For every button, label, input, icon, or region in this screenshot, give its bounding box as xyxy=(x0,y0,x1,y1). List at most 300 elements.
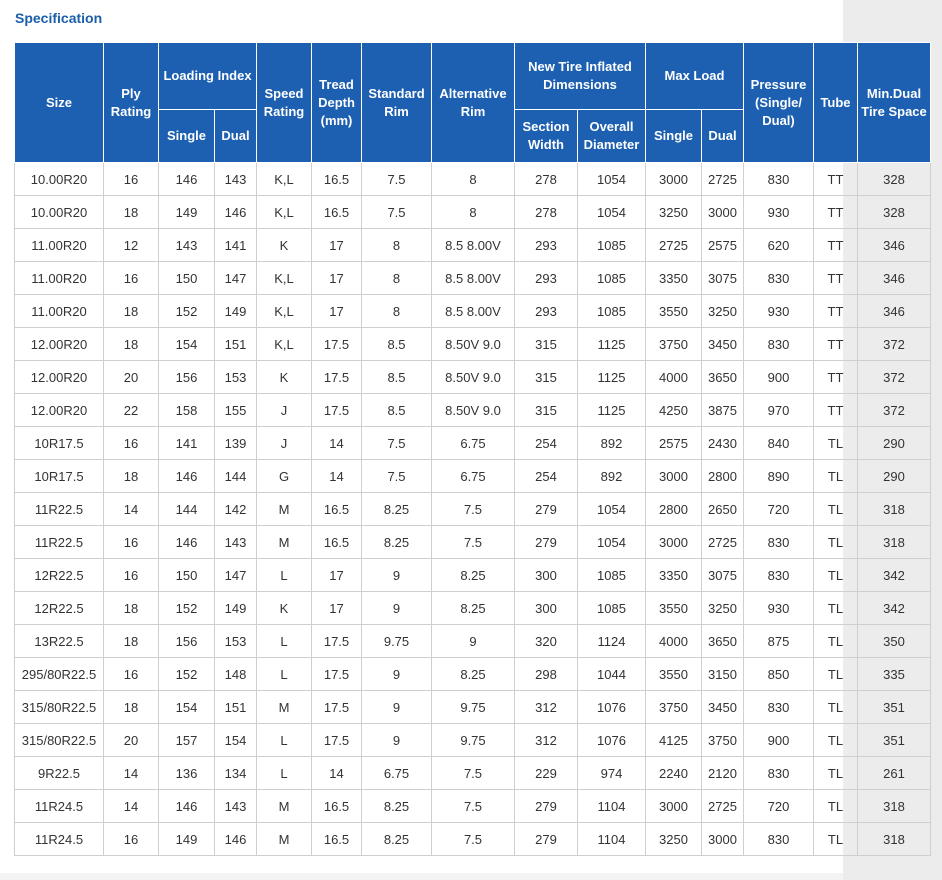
table-cell: TL xyxy=(814,526,858,559)
table-cell: TT xyxy=(814,394,858,427)
table-cell: 152 xyxy=(159,658,215,691)
table-cell: 7.5 xyxy=(432,493,515,526)
table-cell: 142 xyxy=(215,493,257,526)
table-cell: 18 xyxy=(104,295,159,328)
table-cell: K,L xyxy=(257,328,312,361)
table-cell: 150 xyxy=(159,559,215,592)
table-cell: 16.5 xyxy=(312,823,362,856)
table-cell: 12.00R20 xyxy=(15,394,104,427)
table-cell: L xyxy=(257,724,312,757)
table-cell: TL xyxy=(814,790,858,823)
table-cell: 9.75 xyxy=(432,691,515,724)
table-cell: 144 xyxy=(159,493,215,526)
table-cell: 328 xyxy=(858,196,931,229)
table-cell: 139 xyxy=(215,427,257,460)
table-cell: 17 xyxy=(312,229,362,262)
table-cell: 7.5 xyxy=(432,790,515,823)
table-row xyxy=(15,229,931,262)
table-cell: 875 xyxy=(744,625,814,658)
table-cell: 3550 xyxy=(646,295,702,328)
table-cell: 3875 xyxy=(702,394,744,427)
table-cell: 970 xyxy=(744,394,814,427)
table-row xyxy=(15,526,931,559)
table-cell: 318 xyxy=(858,823,931,856)
table-row xyxy=(15,625,931,658)
table-cell: 3000 xyxy=(646,790,702,823)
table-cell: 830 xyxy=(744,526,814,559)
table-cell: 298 xyxy=(515,658,578,691)
table-cell: K xyxy=(257,229,312,262)
table-cell: 152 xyxy=(159,592,215,625)
table-cell: 16 xyxy=(104,526,159,559)
table-cell: 3250 xyxy=(646,823,702,856)
table-cell: 346 xyxy=(858,229,931,262)
table-cell: 830 xyxy=(744,691,814,724)
table-cell: M xyxy=(257,790,312,823)
table-cell: 152 xyxy=(159,295,215,328)
table-cell: 12 xyxy=(104,229,159,262)
table-cell: 290 xyxy=(858,460,931,493)
table-cell: 3750 xyxy=(646,328,702,361)
table-cell: 900 xyxy=(744,724,814,757)
table-cell: 8.50V 9.0 xyxy=(432,394,515,427)
table-cell: 11R22.5 xyxy=(15,526,104,559)
table-row xyxy=(15,724,931,757)
table-cell: 315 xyxy=(515,361,578,394)
table-cell: 8.25 xyxy=(362,493,432,526)
table-cell: 14 xyxy=(104,790,159,823)
table-cell: 9 xyxy=(362,559,432,592)
table-cell: 149 xyxy=(215,592,257,625)
table-cell: 2430 xyxy=(702,427,744,460)
table-cell: 3000 xyxy=(702,196,744,229)
table-cell: TL xyxy=(814,460,858,493)
table-cell: 9.75 xyxy=(362,625,432,658)
table-cell: 8.5 8.00V xyxy=(432,262,515,295)
table-cell: 3250 xyxy=(702,295,744,328)
table-cell: 16.5 xyxy=(312,526,362,559)
table-cell: 295/80R22.5 xyxy=(15,658,104,691)
table-cell: 342 xyxy=(858,592,931,625)
table-cell: 10.00R20 xyxy=(15,163,104,196)
table-cell: 3550 xyxy=(646,592,702,625)
header-section-width: Section Width xyxy=(515,110,578,163)
table-cell: M xyxy=(257,691,312,724)
header-max-load: Max Load xyxy=(646,43,744,110)
table-cell: L xyxy=(257,757,312,790)
table-cell: 3550 xyxy=(646,658,702,691)
table-cell: 151 xyxy=(215,691,257,724)
table-cell: 17.5 xyxy=(312,361,362,394)
table-cell: 346 xyxy=(858,295,931,328)
table-cell: 346 xyxy=(858,262,931,295)
table-cell: TL xyxy=(814,724,858,757)
table-cell: 830 xyxy=(744,757,814,790)
table-cell: 4000 xyxy=(646,625,702,658)
table-row xyxy=(15,823,931,856)
table-cell: 7.5 xyxy=(362,163,432,196)
table-cell: 2725 xyxy=(646,229,702,262)
table-row xyxy=(15,427,931,460)
table-cell: 3350 xyxy=(646,262,702,295)
table-body xyxy=(15,163,931,856)
table-cell: 16.5 xyxy=(312,163,362,196)
header-row-top xyxy=(15,43,931,110)
table-cell: 154 xyxy=(159,691,215,724)
table-row xyxy=(15,493,931,526)
table-cell: 143 xyxy=(215,790,257,823)
table-cell: 149 xyxy=(159,823,215,856)
table-cell: 156 xyxy=(159,361,215,394)
header-max-load-single: Single xyxy=(646,110,702,163)
table-cell: TL xyxy=(814,691,858,724)
table-cell: 278 xyxy=(515,196,578,229)
table-cell: 850 xyxy=(744,658,814,691)
table-cell: 151 xyxy=(215,328,257,361)
table-cell: 18 xyxy=(104,196,159,229)
table-cell: 315 xyxy=(515,328,578,361)
table-cell: 17.5 xyxy=(312,394,362,427)
table-cell: 146 xyxy=(215,823,257,856)
table-cell: 312 xyxy=(515,724,578,757)
table-cell: 3450 xyxy=(702,328,744,361)
table-cell: 8.25 xyxy=(362,823,432,856)
table-cell: 3250 xyxy=(646,196,702,229)
table-cell: 840 xyxy=(744,427,814,460)
table-cell: K xyxy=(257,361,312,394)
table-cell: 1085 xyxy=(578,262,646,295)
table-cell: TT xyxy=(814,163,858,196)
table-cell: 155 xyxy=(215,394,257,427)
table-cell: 279 xyxy=(515,823,578,856)
table-cell: 9R22.5 xyxy=(15,757,104,790)
table-cell: 8.25 xyxy=(362,790,432,823)
table-cell: 147 xyxy=(215,559,257,592)
table-cell: 1054 xyxy=(578,493,646,526)
table-cell: 1076 xyxy=(578,724,646,757)
table-cell: M xyxy=(257,823,312,856)
table-row xyxy=(15,394,931,427)
table-cell: 17.5 xyxy=(312,691,362,724)
table-cell: TL xyxy=(814,559,858,592)
table-cell: K xyxy=(257,592,312,625)
table-cell: 300 xyxy=(515,559,578,592)
table-cell: 13R22.5 xyxy=(15,625,104,658)
table-cell: 11R24.5 xyxy=(15,790,104,823)
table-cell: 136 xyxy=(159,757,215,790)
table-cell: L xyxy=(257,625,312,658)
table-cell: 1054 xyxy=(578,196,646,229)
table-cell: L xyxy=(257,559,312,592)
table-cell: 14 xyxy=(104,757,159,790)
table-cell: 300 xyxy=(515,592,578,625)
table-cell: 6.75 xyxy=(432,460,515,493)
table-cell: 11.00R20 xyxy=(15,295,104,328)
table-cell: 146 xyxy=(159,790,215,823)
table-cell: 830 xyxy=(744,559,814,592)
table-cell: 4000 xyxy=(646,361,702,394)
table-cell: 16 xyxy=(104,658,159,691)
table-cell: 7.5 xyxy=(362,427,432,460)
table-cell: 2800 xyxy=(646,493,702,526)
table-cell: 8.50V 9.0 xyxy=(432,328,515,361)
header-pressure: Pressure (Single/ Dual) xyxy=(744,43,814,163)
table-cell: 320 xyxy=(515,625,578,658)
table-cell: 290 xyxy=(858,427,931,460)
table-cell: 930 xyxy=(744,592,814,625)
table-cell: 372 xyxy=(858,394,931,427)
table-cell: 143 xyxy=(215,526,257,559)
table-cell: 141 xyxy=(215,229,257,262)
table-cell: K,L xyxy=(257,295,312,328)
table-row xyxy=(15,691,931,724)
table-cell: 9 xyxy=(432,625,515,658)
table-cell: 3000 xyxy=(702,823,744,856)
table-cell: 1076 xyxy=(578,691,646,724)
specification-table xyxy=(14,42,931,856)
table-cell: 11R22.5 xyxy=(15,493,104,526)
table-cell: 1085 xyxy=(578,592,646,625)
table-cell: 8.50V 9.0 xyxy=(432,361,515,394)
header-max-load-dual: Dual xyxy=(702,110,744,163)
table-cell: 157 xyxy=(159,724,215,757)
table-cell: 18 xyxy=(104,328,159,361)
table-cell: 144 xyxy=(215,460,257,493)
table-cell: 6.75 xyxy=(432,427,515,460)
table-cell: 830 xyxy=(744,163,814,196)
table-cell: 14 xyxy=(312,757,362,790)
table-cell: 254 xyxy=(515,427,578,460)
table-cell: 8.25 xyxy=(432,592,515,625)
table-cell: 312 xyxy=(515,691,578,724)
table-cell: 2725 xyxy=(702,526,744,559)
table-cell: 318 xyxy=(858,526,931,559)
table-cell: 17 xyxy=(312,559,362,592)
table-cell: 8.25 xyxy=(362,526,432,559)
table-cell: 134 xyxy=(215,757,257,790)
table-row xyxy=(15,460,931,493)
table-cell: 620 xyxy=(744,229,814,262)
table-cell: 3750 xyxy=(702,724,744,757)
table-cell: 254 xyxy=(515,460,578,493)
table-cell: 315/80R22.5 xyxy=(15,691,104,724)
table-cell: 3000 xyxy=(646,163,702,196)
table-cell: 351 xyxy=(858,691,931,724)
table-cell: TL xyxy=(814,493,858,526)
table-cell: 8 xyxy=(362,229,432,262)
table-cell: 16.5 xyxy=(312,196,362,229)
table-cell: 720 xyxy=(744,790,814,823)
table-cell: TT xyxy=(814,262,858,295)
table-row xyxy=(15,559,931,592)
table-cell: 12R22.5 xyxy=(15,592,104,625)
table-cell: TT xyxy=(814,295,858,328)
table-cell: TT xyxy=(814,196,858,229)
table-cell: 154 xyxy=(215,724,257,757)
table-cell: TL xyxy=(814,592,858,625)
table-cell: 7.5 xyxy=(432,823,515,856)
table-cell: 154 xyxy=(159,328,215,361)
table-cell: K,L xyxy=(257,262,312,295)
table-cell: 328 xyxy=(858,163,931,196)
table-cell: 8 xyxy=(362,262,432,295)
table-cell: 3350 xyxy=(646,559,702,592)
table-cell: 2800 xyxy=(702,460,744,493)
table-cell: 17.5 xyxy=(312,658,362,691)
table-cell: 16 xyxy=(104,427,159,460)
table-cell: 2725 xyxy=(702,163,744,196)
table-cell: 153 xyxy=(215,361,257,394)
table-cell: 11R24.5 xyxy=(15,823,104,856)
header-loading-index: Loading Index xyxy=(159,43,257,110)
table-cell: 8.5 xyxy=(362,394,432,427)
table-cell: TT xyxy=(814,361,858,394)
table-cell: TL xyxy=(814,427,858,460)
table-cell: 11.00R20 xyxy=(15,229,104,262)
table-cell: 149 xyxy=(159,196,215,229)
section-title: Specification xyxy=(15,10,103,26)
table-cell: 141 xyxy=(159,427,215,460)
table-cell: 1104 xyxy=(578,823,646,856)
table-cell: 7.5 xyxy=(432,757,515,790)
table-cell: 18 xyxy=(104,460,159,493)
table-cell: 830 xyxy=(744,328,814,361)
table-cell: 3250 xyxy=(702,592,744,625)
table-cell: 153 xyxy=(215,625,257,658)
table-cell: 342 xyxy=(858,559,931,592)
table-cell: 17 xyxy=(312,262,362,295)
table-cell: 14 xyxy=(104,493,159,526)
table-cell: 8.5 xyxy=(362,361,432,394)
table-cell: 930 xyxy=(744,196,814,229)
table-cell: TL xyxy=(814,625,858,658)
table-cell: 1054 xyxy=(578,163,646,196)
table-cell: 7.5 xyxy=(362,460,432,493)
table-cell: 9 xyxy=(362,724,432,757)
table-cell: 8.25 xyxy=(432,658,515,691)
table-cell: 16.5 xyxy=(312,790,362,823)
table-cell: 9.75 xyxy=(432,724,515,757)
table-cell: K,L xyxy=(257,163,312,196)
table-cell: 2575 xyxy=(646,427,702,460)
table-cell: 318 xyxy=(858,790,931,823)
table-cell: 143 xyxy=(215,163,257,196)
header-overall-diameter: Overall Diameter xyxy=(578,110,646,163)
header-tread-depth: Tread Depth (mm) xyxy=(312,43,362,163)
table-cell: 3075 xyxy=(702,262,744,295)
table-cell: 2120 xyxy=(702,757,744,790)
table-cell: TT xyxy=(814,328,858,361)
table-cell: 351 xyxy=(858,724,931,757)
table-cell: K,L xyxy=(257,196,312,229)
table-cell: 12R22.5 xyxy=(15,559,104,592)
table-cell: 372 xyxy=(858,361,931,394)
table-cell: 350 xyxy=(858,625,931,658)
table-cell: 720 xyxy=(744,493,814,526)
table-cell: 930 xyxy=(744,295,814,328)
table-cell: 4125 xyxy=(646,724,702,757)
table-row xyxy=(15,328,931,361)
table-cell: 146 xyxy=(159,526,215,559)
table-cell: 146 xyxy=(159,460,215,493)
table-cell: TL xyxy=(814,823,858,856)
table-cell: J xyxy=(257,427,312,460)
table-cell: 8.5 8.00V xyxy=(432,295,515,328)
table-cell: 12.00R20 xyxy=(15,328,104,361)
table-cell: 20 xyxy=(104,724,159,757)
table-cell: 293 xyxy=(515,229,578,262)
table-row xyxy=(15,295,931,328)
table-cell: M xyxy=(257,526,312,559)
table-cell: 7.5 xyxy=(362,196,432,229)
table-cell: 18 xyxy=(104,625,159,658)
table-cell: 149 xyxy=(215,295,257,328)
table-cell: 20 xyxy=(104,361,159,394)
table-cell: 3750 xyxy=(646,691,702,724)
table-cell: 3650 xyxy=(702,625,744,658)
header-alternative-rim: Alternative Rim xyxy=(432,43,515,163)
header-loading-dual: Dual xyxy=(215,110,257,163)
table-cell: 22 xyxy=(104,394,159,427)
table-cell: 12.00R20 xyxy=(15,361,104,394)
table-cell: 146 xyxy=(159,163,215,196)
table-cell: 318 xyxy=(858,493,931,526)
table-cell: L xyxy=(257,658,312,691)
table-cell: 974 xyxy=(578,757,646,790)
table-cell: 16 xyxy=(104,262,159,295)
table-cell: 146 xyxy=(215,196,257,229)
table-cell: 11.00R20 xyxy=(15,262,104,295)
table-cell: 18 xyxy=(104,691,159,724)
table-cell: 3000 xyxy=(646,526,702,559)
header-size: Size xyxy=(15,43,104,163)
table-cell: 9 xyxy=(362,658,432,691)
table-cell: 279 xyxy=(515,493,578,526)
table-cell: 1125 xyxy=(578,361,646,394)
table-cell: 147 xyxy=(215,262,257,295)
table-cell: 3650 xyxy=(702,361,744,394)
table-cell: 279 xyxy=(515,526,578,559)
table-cell: 10.00R20 xyxy=(15,196,104,229)
table-cell: 16 xyxy=(104,163,159,196)
table-row xyxy=(15,196,931,229)
header-ply-rating: Ply Rating xyxy=(104,43,159,163)
table-cell: 229 xyxy=(515,757,578,790)
table-cell: 372 xyxy=(858,328,931,361)
table-row xyxy=(15,658,931,691)
table-row xyxy=(15,361,931,394)
table-row xyxy=(15,262,931,295)
table-cell: 14 xyxy=(312,427,362,460)
table-cell: 17.5 xyxy=(312,625,362,658)
table-cell: 3000 xyxy=(646,460,702,493)
table-cell: 1085 xyxy=(578,295,646,328)
table-cell: 17.5 xyxy=(312,724,362,757)
table-cell: 278 xyxy=(515,163,578,196)
table-cell: 9 xyxy=(362,691,432,724)
table-cell: 1125 xyxy=(578,394,646,427)
table-row xyxy=(15,592,931,625)
table-cell: 16.5 xyxy=(312,493,362,526)
table-cell: 830 xyxy=(744,823,814,856)
table-row xyxy=(15,790,931,823)
table-cell: 16 xyxy=(104,823,159,856)
table-cell: 10R17.5 xyxy=(15,460,104,493)
table-cell: 18 xyxy=(104,592,159,625)
bottom-strip xyxy=(0,873,843,880)
table-cell: 17 xyxy=(312,295,362,328)
table-cell: 1085 xyxy=(578,559,646,592)
